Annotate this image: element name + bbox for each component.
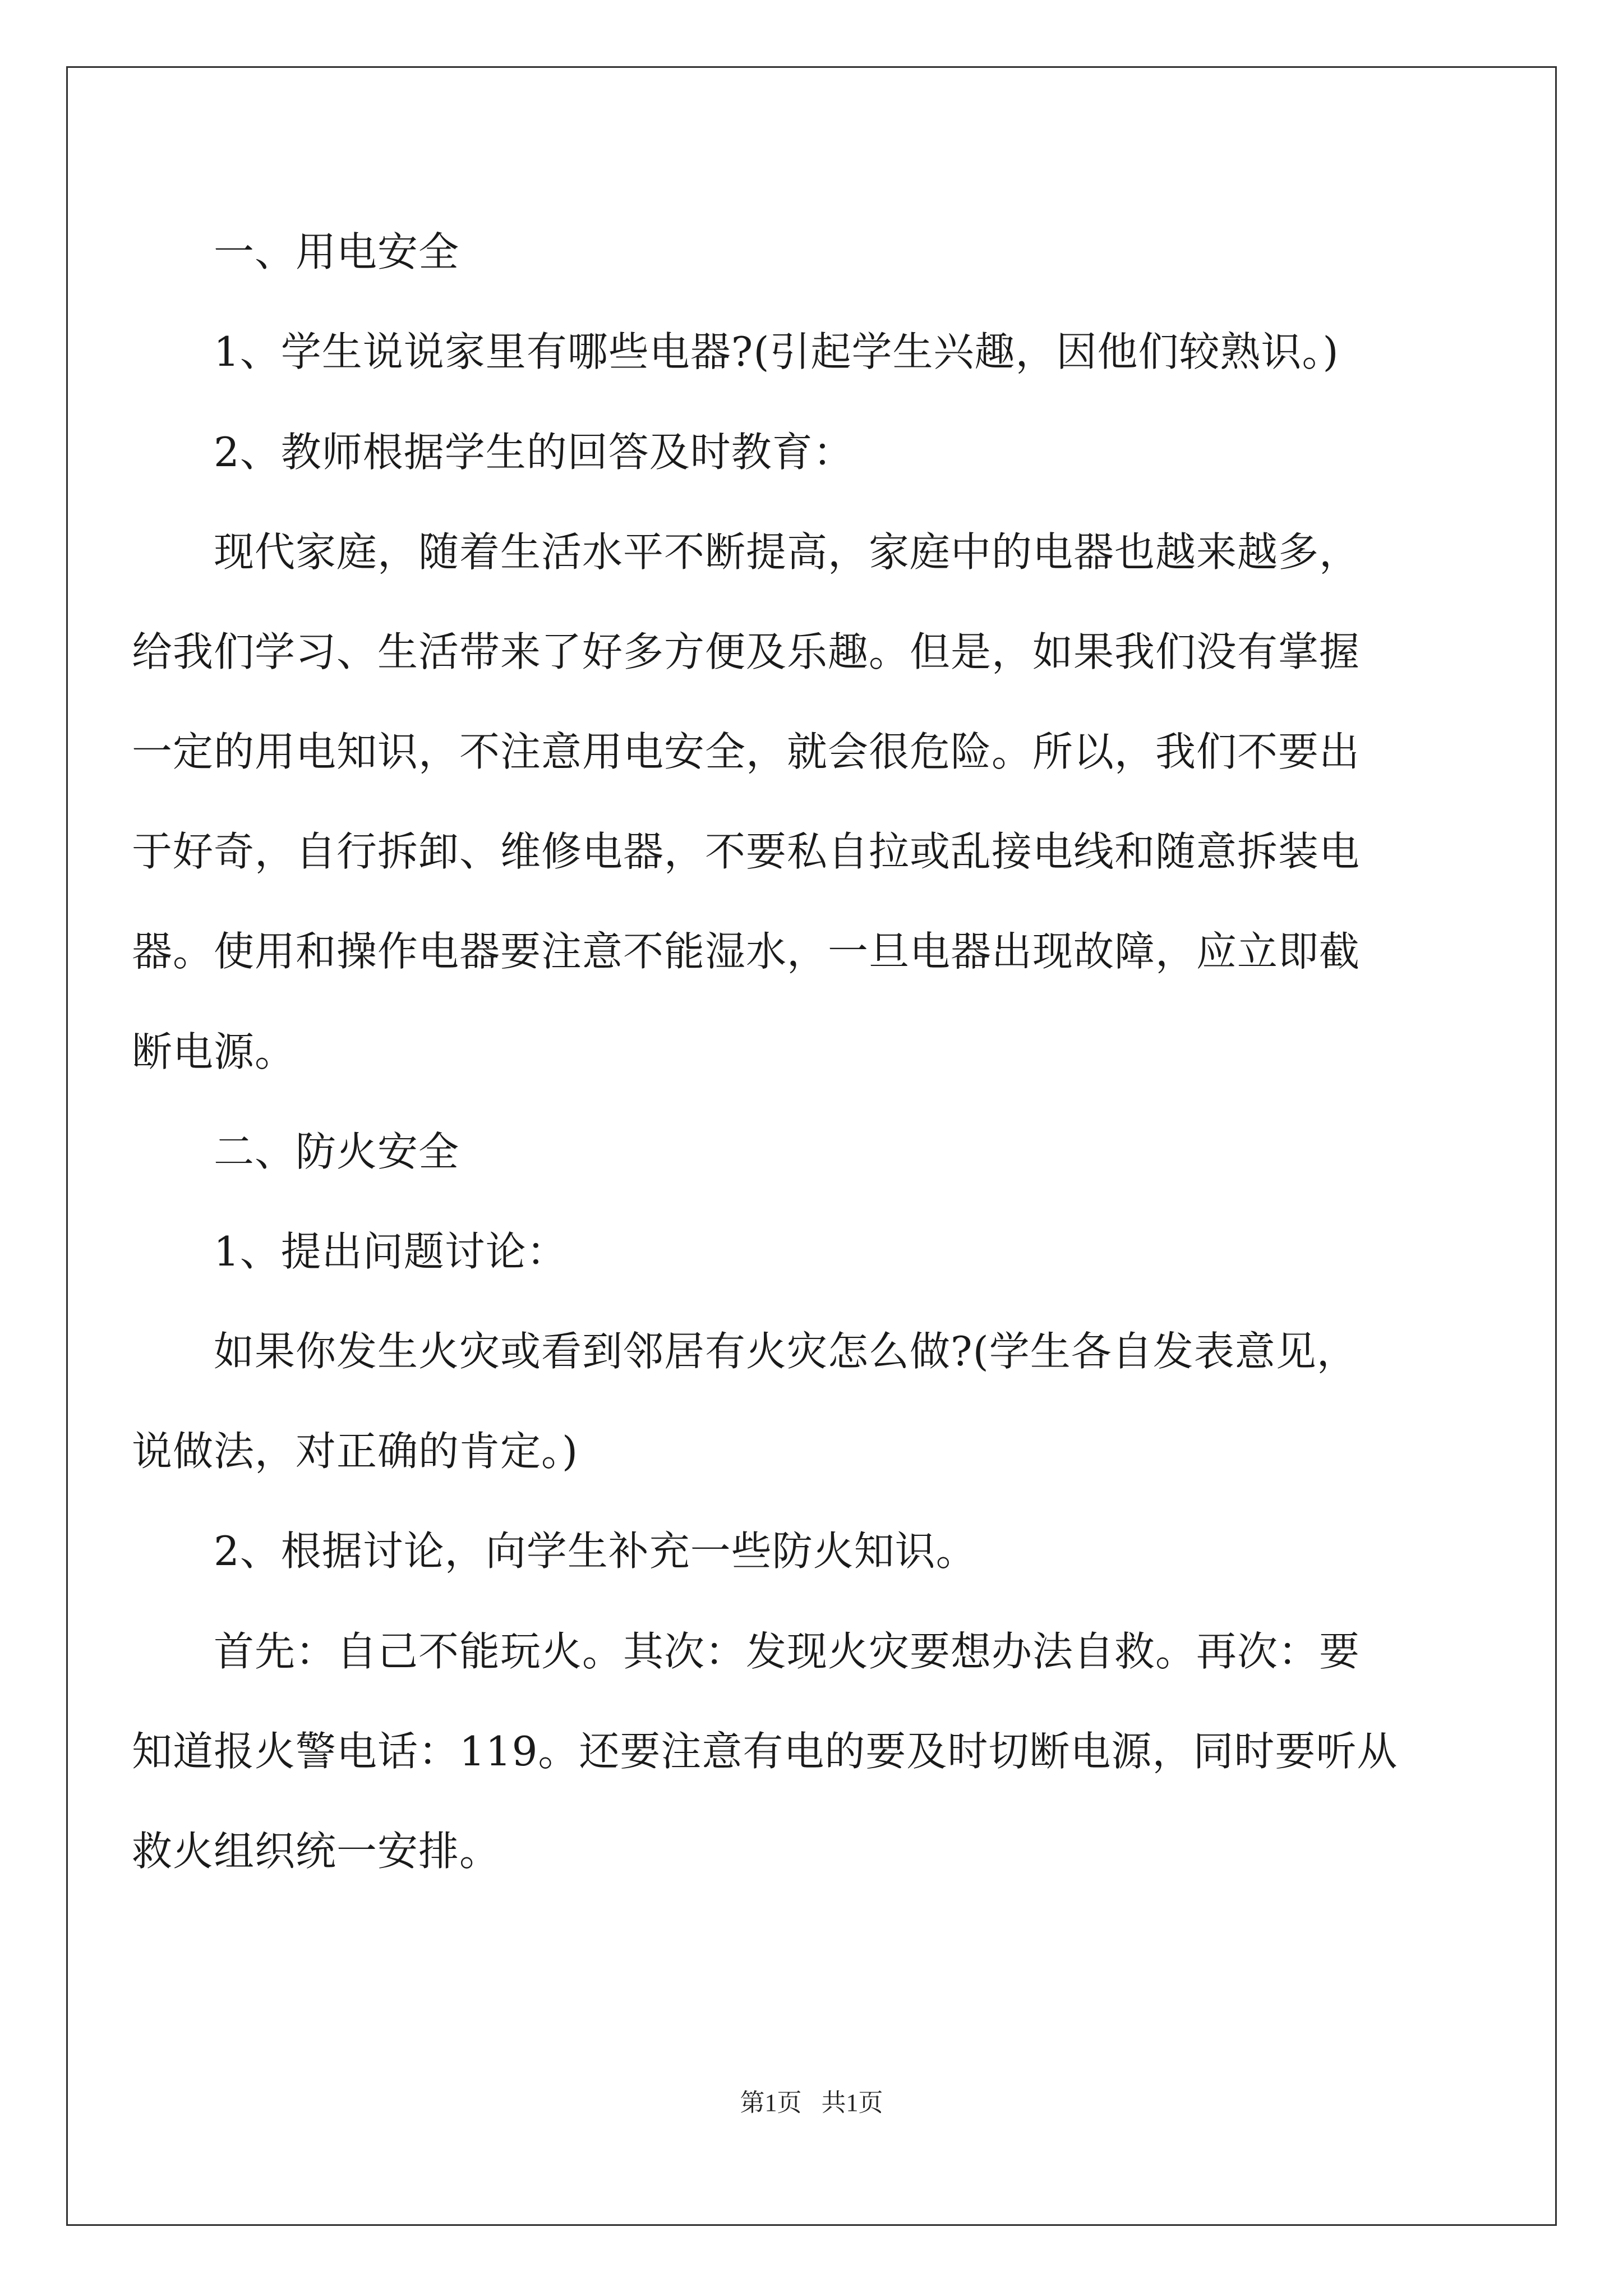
section-heading-electricity: 一、用电安全	[214, 228, 460, 275]
paragraph-line: 断电源。	[132, 1028, 296, 1075]
paragraph-line: 1、学生说说家里有哪些电器?(引起学生兴趣，因他们较熟识。)	[214, 328, 1339, 375]
paragraph-line: 2、根据讨论，向学生补充一些防火知识。	[214, 1527, 977, 1575]
paragraph-line: 现代家庭，随着生活水平不断提高，家庭中的电器也越来越多，	[214, 528, 1361, 576]
paragraph-line: 器。使用和操作电器要注意不能湿水，一旦电器出现故障，应立即截	[132, 928, 1361, 975]
paragraph-line: 救火组织统一安排。	[132, 1828, 501, 1875]
paragraph-line: 2、教师根据学生的回答及时教育：	[214, 429, 854, 476]
paragraph-line: 1、提出问题讨论：	[214, 1228, 568, 1275]
section-heading-fire: 二、防火安全	[214, 1128, 460, 1175]
page-footer	[0, 2088, 1623, 2118]
paragraph-line: 一定的用电知识，不注意用电安全，就会很危险。所以，我们不要出	[132, 728, 1361, 775]
paragraph-line: 说做法，对正确的肯定。)	[132, 1428, 579, 1475]
paragraph-line: 如果你发生火灾或看到邻居有火灾怎么做?(学生各自发表意见，	[214, 1328, 1358, 1375]
paragraph-line: 于好奇，自行拆卸、维修电器，不要私自拉或乱接电线和随意拆装电	[132, 828, 1361, 875]
page-total: 共1页	[821, 2089, 883, 2116]
paragraph-line: 首先：自己不能玩火。其次：发现火灾要想办法自救。再次：要	[214, 1628, 1361, 1675]
paragraph-line: 知道报火警电话：119。还要注意有电的要及时切断电源，同时要听从	[132, 1728, 1398, 1775]
paragraph-line: 给我们学习、生活带来了好多方便及乐趣。但是，如果我们没有掌握	[132, 628, 1361, 675]
page-number: 第1页	[740, 2089, 802, 2116]
